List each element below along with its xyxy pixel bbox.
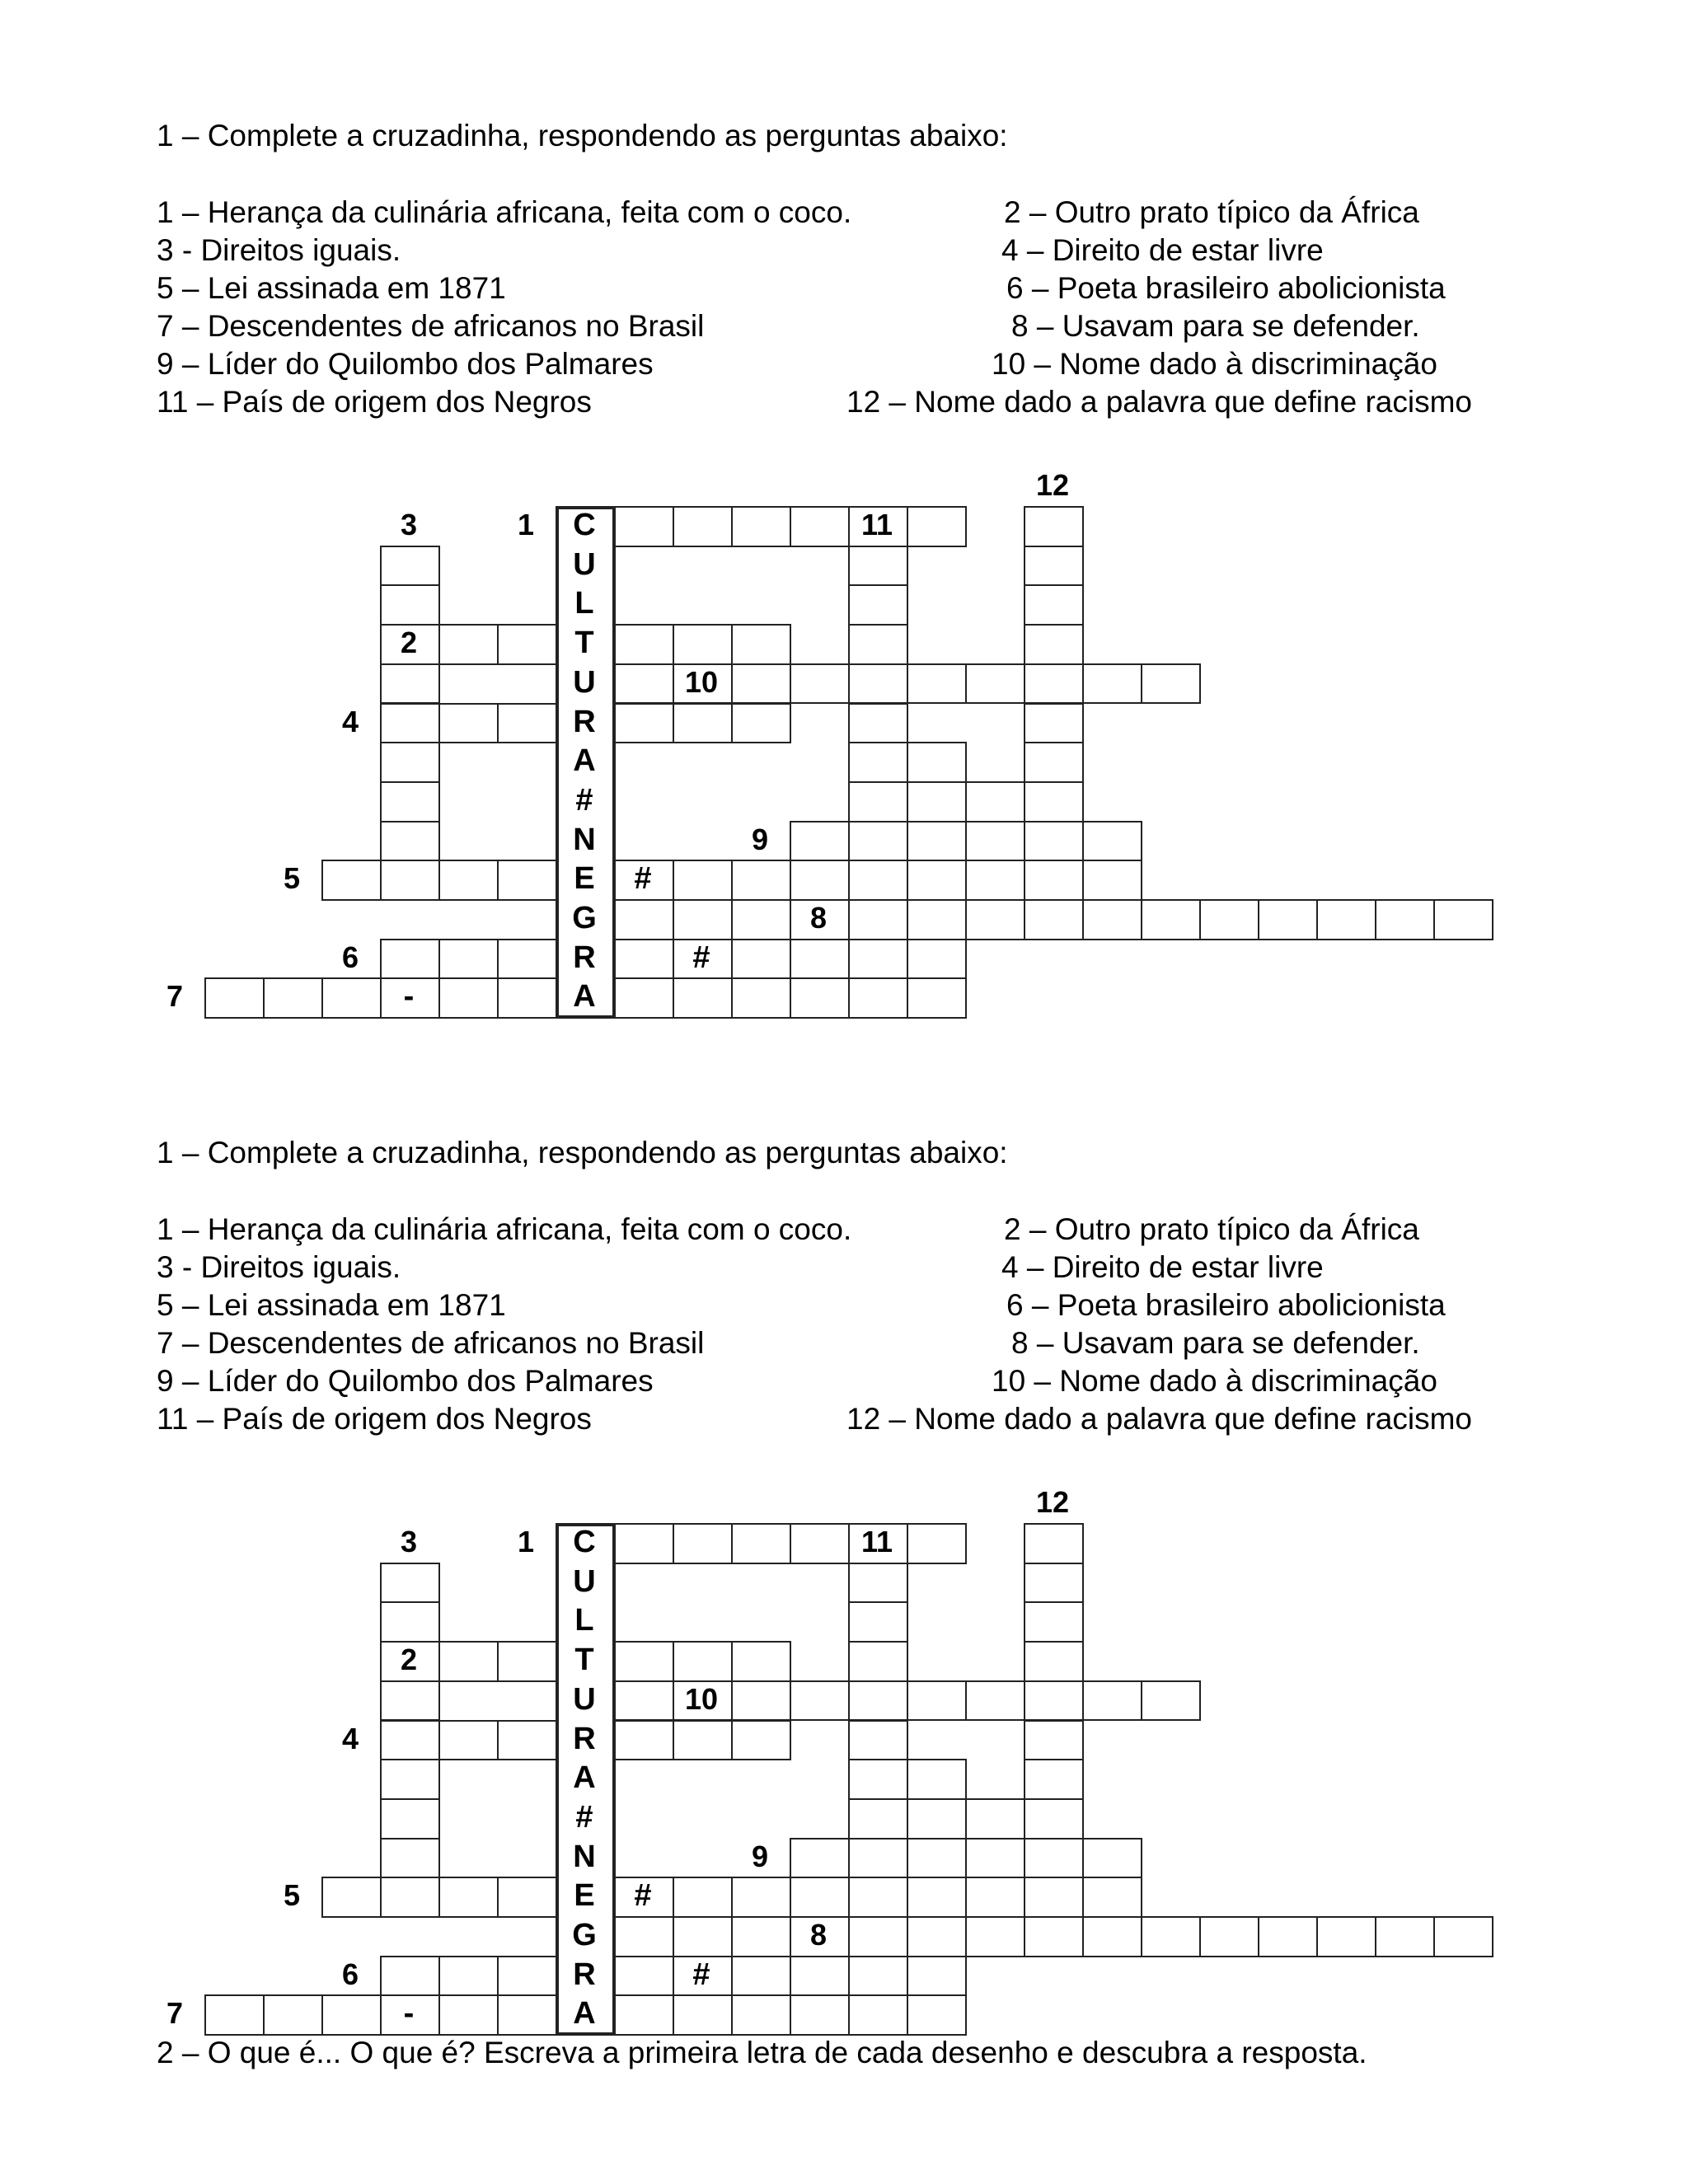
clue-left-4: 7 – Descendentes de africanos no Brasil xyxy=(157,309,705,343)
crossword-cell[interactable] xyxy=(1024,1523,1084,1564)
crossword-cell[interactable] xyxy=(438,860,499,901)
crossword-cell[interactable] xyxy=(790,663,850,705)
crossword-cell[interactable] xyxy=(907,781,967,823)
clue-number-12: 12 xyxy=(1035,1485,1070,1520)
clue-number-9: 9 xyxy=(751,822,769,856)
crossword-cell[interactable] xyxy=(731,703,791,744)
crossword-cell[interactable] xyxy=(731,860,791,901)
clue-left-3: 5 – Lei assinada em 1871 xyxy=(157,271,506,305)
crossword-cell[interactable] xyxy=(907,860,967,901)
crossword-cell[interactable] xyxy=(907,1877,967,1918)
crossword-cell[interactable] xyxy=(497,703,557,744)
crossword-cell[interactable] xyxy=(673,977,733,1019)
crossword-cell[interactable] xyxy=(263,1994,323,2036)
clue-number-6: 6 xyxy=(341,940,359,974)
clue-right-6: 12 – Nome dado a palavra que define racismo xyxy=(846,385,1472,419)
crossword-cell[interactable] xyxy=(614,1956,674,1997)
crossword-cell[interactable] xyxy=(731,1680,791,1722)
key-letter: T xyxy=(574,1643,594,1678)
clue-number-3: 3 xyxy=(400,1525,418,1558)
clue-number-7: 7 xyxy=(166,979,184,1014)
crossword-cell[interactable] xyxy=(1375,899,1435,940)
crossword-cell[interactable] xyxy=(321,1877,382,1918)
crossword-cell[interactable] xyxy=(380,939,440,980)
crossword-cell[interactable] xyxy=(438,1956,499,1997)
clue-number-2: 2 xyxy=(400,1643,418,1677)
key-letter: U xyxy=(573,1681,596,1717)
clue-right-1: 2 – Outro prato típico da África xyxy=(1004,1212,1419,1246)
crossword-cell[interactable] xyxy=(731,1641,791,1682)
crossword-cell[interactable] xyxy=(497,624,557,665)
clue-right-3: 6 – Poeta brasileiro abolicionista xyxy=(1006,1288,1446,1322)
crossword-cell[interactable] xyxy=(438,624,499,665)
crossword-cell[interactable] xyxy=(848,546,908,587)
clue-left-2: 3 - Direitos iguais. xyxy=(157,1250,401,1284)
crossword-cell[interactable] xyxy=(907,899,967,940)
crossword-cell[interactable] xyxy=(1024,781,1084,823)
key-letter: A xyxy=(573,979,596,1015)
clue-number-9: 9 xyxy=(751,1839,769,1873)
crossword-cell[interactable] xyxy=(848,1994,908,2036)
crossword-cell[interactable] xyxy=(321,977,382,1019)
key-letter: A xyxy=(573,1760,596,1796)
clue-number-6: 6 xyxy=(341,1957,359,1991)
clue-number-8: 8 xyxy=(809,1918,828,1952)
crossword-cell[interactable] xyxy=(790,506,850,547)
crossword-cell[interactable] xyxy=(380,584,440,626)
clue-number-12: 12 xyxy=(1035,468,1070,503)
space-marker: # xyxy=(692,940,710,975)
crossword-cell[interactable] xyxy=(321,860,382,901)
crossword-cell[interactable] xyxy=(614,703,674,744)
crossword-cell[interactable] xyxy=(1082,1877,1142,1918)
instruction-2: 2 – O que é... O que é? Escreva a primeira letra de cada desenho e descubra a resposta. xyxy=(157,2036,1367,2069)
crossword-cell[interactable] xyxy=(965,1877,1025,1918)
crossword-cell[interactable] xyxy=(380,1838,440,1879)
key-letter: G xyxy=(572,1918,597,1952)
crossword-cell[interactable] xyxy=(380,781,440,823)
crossword-cell[interactable] xyxy=(1141,1680,1201,1722)
crossword-cell[interactable] xyxy=(380,1956,440,1997)
crossword-cell[interactable] xyxy=(673,1877,733,1918)
crossword-cell[interactable] xyxy=(614,899,674,940)
space-marker: # xyxy=(634,861,652,897)
key-letter: # xyxy=(575,1799,593,1835)
crossword-cell[interactable] xyxy=(497,1641,557,1682)
clue-number-8: 8 xyxy=(809,901,828,935)
crossword-cell[interactable] xyxy=(848,1877,908,1918)
clue-left-1: 1 – Herança da culinária africana, feita com o coco. xyxy=(157,195,852,229)
crossword-cell[interactable] xyxy=(965,1916,1025,1957)
crossword-cell[interactable] xyxy=(614,1641,674,1682)
crossword-cell[interactable] xyxy=(907,1798,967,1840)
key-letter: A xyxy=(573,743,596,779)
clue-right-3: 6 – Poeta brasileiro abolicionista xyxy=(1006,271,1446,305)
crossword-cell[interactable] xyxy=(848,1680,908,1722)
crossword-cell[interactable] xyxy=(907,1680,967,1722)
crossword-cell[interactable] xyxy=(848,703,908,744)
crossword-cell[interactable] xyxy=(731,1994,791,2036)
crossword-cell[interactable] xyxy=(848,1563,908,1604)
crossword-cell[interactable] xyxy=(848,1916,908,1957)
crossword-cell[interactable] xyxy=(1024,1877,1084,1918)
crossword-cell[interactable] xyxy=(1024,1680,1084,1722)
clue-left-5: 9 – Líder do Quilombo dos Palmares xyxy=(157,347,654,381)
crossword-cell[interactable] xyxy=(497,1720,557,1761)
clue-number-1: 1 xyxy=(517,508,535,541)
space-marker: # xyxy=(634,1878,652,1914)
crossword-cell[interactable] xyxy=(907,1916,967,1957)
crossword-cell[interactable] xyxy=(1024,1798,1084,1840)
crossword-cell[interactable] xyxy=(848,624,908,665)
hyphen-marker: - xyxy=(403,1996,415,2032)
crossword-cell[interactable] xyxy=(380,1759,440,1800)
crossword-cell[interactable] xyxy=(438,1877,499,1918)
crossword-cell[interactable] xyxy=(380,663,440,705)
crossword-cell[interactable] xyxy=(438,1994,499,2036)
crossword-cell[interactable] xyxy=(614,939,674,980)
clue-right-4: 8 – Usavam para se defender. xyxy=(1011,1326,1420,1360)
crossword-cell[interactable] xyxy=(380,546,440,587)
crossword-cell[interactable] xyxy=(848,977,908,1019)
crossword-cell[interactable] xyxy=(731,663,791,705)
key-letter: L xyxy=(574,1603,594,1638)
crossword-cell[interactable] xyxy=(965,860,1025,901)
crossword-cell[interactable] xyxy=(497,1956,557,1997)
crossword-cell[interactable] xyxy=(380,742,440,783)
crossword-cell[interactable] xyxy=(848,1759,908,1800)
crossword-cell[interactable] xyxy=(731,1956,791,1997)
crossword-cell[interactable] xyxy=(204,1994,265,2036)
crossword-cell[interactable] xyxy=(380,821,440,862)
crossword-cell[interactable] xyxy=(731,506,791,547)
key-letter: N xyxy=(573,1839,596,1874)
crossword-cell[interactable] xyxy=(614,1680,674,1722)
crossword-cell[interactable] xyxy=(438,939,499,980)
crossword-cell[interactable] xyxy=(380,703,440,744)
crossword-cell[interactable] xyxy=(380,1563,440,1604)
crossword-cell[interactable] xyxy=(1024,860,1084,901)
instruction-1-bottom: 1 – Complete a cruzadinha, respondendo as perguntas abaixo: xyxy=(157,1136,1008,1169)
crossword-cell[interactable] xyxy=(497,977,557,1019)
key-letter: R xyxy=(573,704,596,739)
crossword-cell[interactable] xyxy=(1082,899,1142,940)
clue-left-2: 3 - Direitos iguais. xyxy=(157,233,401,267)
crossword-cell[interactable] xyxy=(1082,821,1142,862)
crossword-cell[interactable] xyxy=(204,977,265,1019)
key-letter: N xyxy=(573,822,596,857)
clue-left-5: 9 – Líder do Quilombo dos Palmares xyxy=(157,1364,654,1398)
crossword-cell[interactable] xyxy=(848,1838,908,1879)
crossword-cell[interactable] xyxy=(1024,584,1084,626)
crossword-cell[interactable] xyxy=(790,939,850,980)
crossword-cell[interactable] xyxy=(790,1994,850,2036)
clue-number-7: 7 xyxy=(166,1996,184,2031)
crossword-cell[interactable] xyxy=(790,1877,850,1918)
crossword-cell[interactable] xyxy=(1024,703,1084,744)
crossword-cell[interactable] xyxy=(790,860,850,901)
crossword-cell[interactable] xyxy=(673,860,733,901)
crossword-cell[interactable] xyxy=(1258,1916,1318,1957)
crossword-cell[interactable] xyxy=(731,977,791,1019)
crossword-cell[interactable] xyxy=(1082,1838,1142,1879)
crossword-cell[interactable] xyxy=(907,977,967,1019)
crossword-cell[interactable] xyxy=(848,781,908,823)
crossword-cell[interactable] xyxy=(848,899,908,940)
crossword-cell[interactable] xyxy=(1199,899,1259,940)
crossword-cell[interactable] xyxy=(438,703,499,744)
crossword-cell[interactable] xyxy=(673,703,733,744)
instruction-1-top: 1 – Complete a cruzadinha, respondendo as perguntas abaixo: xyxy=(157,119,1008,152)
clue-number-10: 10 xyxy=(684,664,719,699)
crossword-cell[interactable] xyxy=(848,584,908,626)
clue-right-1: 2 – Outro prato típico da África xyxy=(1004,195,1419,229)
crossword-cell[interactable] xyxy=(1024,899,1084,940)
space-marker: # xyxy=(692,1957,710,1992)
crossword-cell[interactable] xyxy=(848,821,908,862)
crossword-cell[interactable] xyxy=(1433,899,1493,940)
crossword-cell[interactable] xyxy=(907,1523,967,1564)
crossword-cell[interactable] xyxy=(1375,1916,1435,1957)
crossword-cell[interactable] xyxy=(1316,1916,1376,1957)
crossword-cell[interactable] xyxy=(848,742,908,783)
crossword-cell[interactable] xyxy=(438,1720,499,1761)
crossword-cell[interactable] xyxy=(790,977,850,1019)
crossword-cell[interactable] xyxy=(497,1994,557,2036)
key-letter: G xyxy=(572,901,597,935)
crossword-cell[interactable] xyxy=(497,939,557,980)
crossword-cell[interactable] xyxy=(731,1877,791,1918)
crossword-cell[interactable] xyxy=(1024,1563,1084,1604)
crossword-cell[interactable] xyxy=(790,1956,850,1997)
crossword-cell[interactable] xyxy=(614,1994,674,2036)
crossword-cell[interactable] xyxy=(380,1720,440,1761)
crossword-cell[interactable] xyxy=(1141,1916,1201,1957)
key-letter: C xyxy=(573,508,596,542)
key-letter: # xyxy=(575,782,593,818)
crossword-cell[interactable] xyxy=(1024,546,1084,587)
clue-number-11: 11 xyxy=(860,1525,893,1558)
key-letter: A xyxy=(573,1996,596,2032)
crossword-cell[interactable] xyxy=(380,1798,440,1840)
key-letter: T xyxy=(574,626,594,661)
crossword-cell[interactable] xyxy=(965,663,1025,705)
key-letter: U xyxy=(573,546,596,582)
crossword-cell[interactable] xyxy=(965,1838,1025,1879)
crossword-cell[interactable] xyxy=(438,1641,499,1682)
crossword-cell[interactable] xyxy=(907,1759,967,1800)
crossword-cell[interactable] xyxy=(673,1994,733,2036)
crossword-cell[interactable] xyxy=(1024,1601,1084,1643)
crossword-cell[interactable] xyxy=(380,1680,440,1722)
crossword-cell[interactable] xyxy=(790,821,850,862)
crossword-cell[interactable] xyxy=(380,1601,440,1643)
crossword-cell[interactable] xyxy=(1141,899,1201,940)
key-letter: R xyxy=(573,1957,596,1992)
key-letter: R xyxy=(573,940,596,975)
crossword-cell[interactable] xyxy=(848,1601,908,1643)
crossword-cell[interactable] xyxy=(965,1680,1025,1722)
crossword-cell[interactable] xyxy=(1024,1759,1084,1800)
clue-right-2: 4 – Direito de estar livre xyxy=(1001,1250,1324,1284)
crossword-cell[interactable] xyxy=(1433,1916,1493,1957)
crossword-cell[interactable] xyxy=(673,1641,733,1682)
crossword-cell[interactable] xyxy=(614,663,674,705)
crossword-cell[interactable] xyxy=(1024,1838,1084,1879)
crossword-top[interactable] xyxy=(0,468,1688,1071)
clue-left-1: 1 – Herança da culinária africana, feita com o coco. xyxy=(157,1212,852,1246)
crossword-cell[interactable] xyxy=(380,1877,440,1918)
crossword-cell[interactable] xyxy=(965,781,1025,823)
crossword-cell[interactable] xyxy=(1082,663,1142,705)
key-letter: L xyxy=(574,586,594,621)
crossword-cell[interactable] xyxy=(614,1720,674,1761)
crossword-cell[interactable] xyxy=(1258,899,1318,940)
crossword-cell[interactable] xyxy=(965,821,1025,862)
crossword-cell[interactable] xyxy=(731,624,791,665)
key-letter: E xyxy=(574,861,595,897)
clue-number-2: 2 xyxy=(400,626,418,660)
crossword-cell[interactable] xyxy=(1024,1720,1084,1761)
crossword-cell[interactable] xyxy=(614,1916,674,1957)
crossword-cell[interactable] xyxy=(380,860,440,901)
crossword-cell[interactable] xyxy=(321,1994,382,2036)
crossword-cell[interactable] xyxy=(848,1641,908,1682)
crossword-cell[interactable] xyxy=(731,899,791,940)
crossword-cell[interactable] xyxy=(673,1916,733,1957)
crossword-cell[interactable] xyxy=(1024,1641,1084,1682)
key-letter: C xyxy=(573,1525,596,1559)
crossword-cell[interactable] xyxy=(907,1956,967,1997)
crossword-cell[interactable] xyxy=(614,624,674,665)
crossword-cell[interactable] xyxy=(965,1798,1025,1840)
crossword-cell[interactable] xyxy=(263,977,323,1019)
crossword-cell[interactable] xyxy=(614,1523,674,1564)
crossword-cell[interactable] xyxy=(438,977,499,1019)
crossword-cell[interactable] xyxy=(1082,1916,1142,1957)
crossword-cell[interactable] xyxy=(848,1720,908,1761)
crossword-cell[interactable] xyxy=(907,1838,967,1879)
key-letter: R xyxy=(573,1721,596,1756)
crossword-cell[interactable] xyxy=(673,899,733,940)
clue-right-6: 12 – Nome dado a palavra que define racismo xyxy=(846,1402,1472,1436)
crossword-cell[interactable] xyxy=(673,506,733,547)
clue-left-3: 5 – Lei assinada em 1871 xyxy=(157,1288,506,1322)
crossword-cell[interactable] xyxy=(731,1916,791,1957)
crossword-cell[interactable] xyxy=(907,742,967,783)
clue-left-4: 7 – Descendentes de africanos no Brasil xyxy=(157,1326,705,1360)
clue-number-11: 11 xyxy=(860,508,893,541)
crossword-cell[interactable] xyxy=(848,1956,908,1997)
crossword-cell[interactable] xyxy=(1024,821,1084,862)
crossword-cell[interactable] xyxy=(731,939,791,980)
clue-right-5: 10 – Nome dado à discriminação xyxy=(992,347,1437,381)
key-letter: E xyxy=(574,1878,595,1914)
crossword-cell[interactable] xyxy=(965,899,1025,940)
crossword-cell[interactable] xyxy=(907,1994,967,2036)
crossword-cell[interactable] xyxy=(673,1523,733,1564)
key-letter: U xyxy=(573,1563,596,1599)
key-letter: U xyxy=(573,664,596,700)
clue-right-2: 4 – Direito de estar livre xyxy=(1001,233,1324,267)
hyphen-marker: - xyxy=(403,979,415,1015)
crossword-bottom[interactable] xyxy=(0,1485,1688,2088)
crossword-cell[interactable] xyxy=(731,1720,791,1761)
crossword-cell[interactable] xyxy=(1024,624,1084,665)
crossword-cell[interactable] xyxy=(1199,1916,1259,1957)
crossword-cell[interactable] xyxy=(1082,860,1142,901)
crossword-cell[interactable] xyxy=(731,1523,791,1564)
crossword-cell[interactable] xyxy=(614,977,674,1019)
clue-number-1: 1 xyxy=(517,1525,535,1558)
clue-number-5: 5 xyxy=(283,861,301,896)
crossword-cell[interactable] xyxy=(497,1877,557,1918)
clue-right-4: 8 – Usavam para se defender. xyxy=(1011,309,1420,343)
crossword-cell[interactable] xyxy=(848,939,908,980)
crossword-cell[interactable] xyxy=(907,821,967,862)
crossword-cell[interactable] xyxy=(907,939,967,980)
clue-left-6: 11 – País de origem dos Negros xyxy=(157,385,592,419)
crossword-cell[interactable] xyxy=(790,1838,850,1879)
clue-number-3: 3 xyxy=(400,508,418,541)
clue-number-10: 10 xyxy=(684,1681,719,1716)
clue-number-5: 5 xyxy=(283,1878,301,1913)
crossword-cell[interactable] xyxy=(673,624,733,665)
crossword-cell[interactable] xyxy=(1024,1916,1084,1957)
clue-left-6: 11 – País de origem dos Negros xyxy=(157,1402,592,1436)
crossword-cell[interactable] xyxy=(1082,1680,1142,1722)
crossword-cell[interactable] xyxy=(907,663,967,705)
crossword-cell[interactable] xyxy=(1141,663,1201,705)
crossword-cell[interactable] xyxy=(790,1523,850,1564)
crossword-cell[interactable] xyxy=(907,506,967,547)
clue-number-4: 4 xyxy=(341,704,359,738)
crossword-cell[interactable] xyxy=(1316,899,1376,940)
crossword-cell[interactable] xyxy=(497,860,557,901)
crossword-cell[interactable] xyxy=(848,1798,908,1840)
clue-number-4: 4 xyxy=(341,1721,359,1755)
crossword-cell[interactable] xyxy=(848,663,908,705)
crossword-cell[interactable] xyxy=(1024,663,1084,705)
crossword-cell[interactable] xyxy=(1024,742,1084,783)
crossword-cell[interactable] xyxy=(790,1680,850,1722)
crossword-cell[interactable] xyxy=(1024,506,1084,547)
crossword-cell[interactable] xyxy=(848,860,908,901)
clue-right-5: 10 – Nome dado à discriminação xyxy=(992,1364,1437,1398)
crossword-cell[interactable] xyxy=(614,506,674,547)
crossword-cell[interactable] xyxy=(673,1720,733,1761)
